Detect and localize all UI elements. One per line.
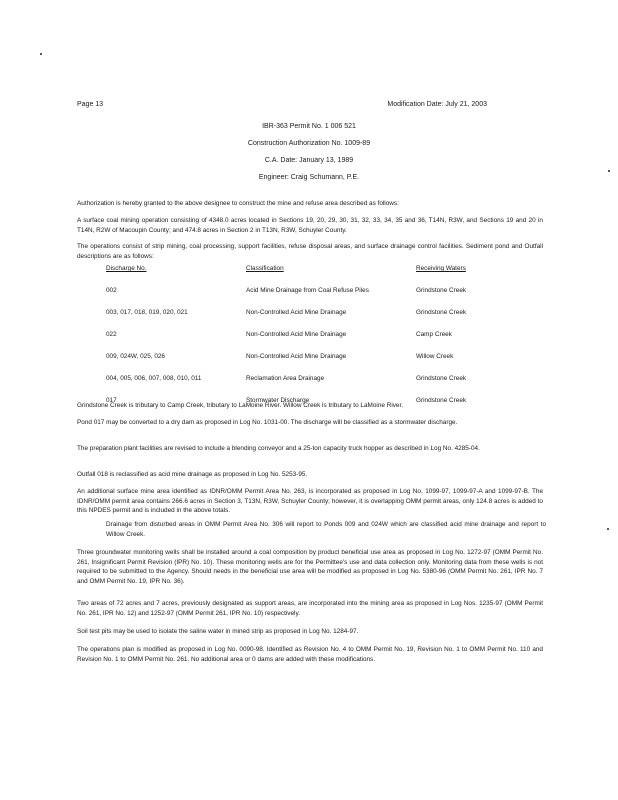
cell-receiving-waters: Willow Creek: [416, 353, 454, 360]
table-row: [106, 375, 526, 397]
cell-classification: Non-Controlled Acid Mine Drainage: [246, 331, 347, 338]
cell-classification: Stormwater Discharge: [246, 397, 310, 404]
body-paragraph: Outfall 018 is reclassified as acid mine drainage as proposed in Log No. 5253-95.: [77, 471, 308, 478]
cell-discharge-no: 009, 024W, 025, 026: [106, 353, 165, 360]
cell-discharge-no: 017: [106, 397, 117, 404]
scan-speck: [607, 528, 609, 530]
page-number: Page 13: [77, 101, 104, 108]
scan-speck: [40, 53, 42, 55]
ca-date: C.A. Date: January 13, 1989: [264, 157, 354, 164]
modification-date: Modification Date: July 21, 2003: [387, 101, 487, 108]
cell-discharge-no: 003, 017, 018, 019, 020, 021: [106, 309, 188, 316]
body-paragraph: The preparation plant facilities are revised to include a blending conveyor and a 25-ton capacity truck hopper as described in Log No. 4285-04.: [77, 445, 480, 452]
cell-receiving-waters: Grindstone Creek: [416, 287, 467, 294]
cell-classification: Reclamation Area Drainage: [246, 375, 325, 382]
cell-discharge-no: 004, 005, 006, 007, 008, 010, 011: [106, 375, 202, 382]
body-paragraph: The operations plan is modified as proposed in Log No. 0090-98. Identified as Revision No. 4 to OMM Permit No. 19, Revision No. 1 to OMM Permit No. 110 and Revision No. 1 to OMM Permit No. 261. No additional area or 0 dams are added with these modifications.: [77, 646, 543, 663]
body-paragraph: Grindstone Creek is tributary to Camp Creek, tributary to LaMoine River. Willow Creek is tributary to LaMoine River.: [77, 402, 404, 409]
operations-paragraph: The operations consist of strip mining, coal processing, support facilities, refuse disposal areas, and surface drainage control facilities. Sediment pond and Outfall descriptions are as follows:: [77, 243, 543, 260]
cell-receiving-waters: Camp Creek: [416, 331, 452, 338]
header-discharge-no: Discharge No.: [106, 265, 147, 272]
scan-speck: [608, 170, 610, 172]
cell-receiving-waters: Grindstone Creek: [416, 397, 467, 404]
header-classification: Classification: [246, 265, 284, 272]
body-paragraph: Drainage from disturbed areas in OMM Permit Area No. 306 will report to Ponds 009 and 024W which are classified acid mine drainage and report to Willow Creek.: [106, 521, 546, 538]
table-header-row: [106, 265, 526, 287]
permit-number: IBR-363 Permit No. 1 006 521: [262, 123, 356, 130]
intro-paragraph: Authorization is hereby granted to the above designee to construct the mine and refuse area described as follows:: [77, 200, 399, 207]
cell-classification: Non-Controlled Acid Mine Drainage: [246, 353, 347, 360]
discharge-table: [106, 265, 526, 419]
cell-classification: Acid Mine Drainage from Coal Refuse Piles: [246, 287, 369, 294]
cell-discharge-no: 002: [106, 287, 117, 294]
cell-receiving-waters: Grindstone Creek: [416, 375, 467, 382]
body-paragraph: Two areas of 72 acres and 7 acres, previously designated as support areas, are incorporated into the mining area as proposed in Log Nos. 1235-97 (OMM Permit No. 261, IPR No. 12) and 1252-97 (OMM Permit 261, IPR No. 10) respectively.: [77, 600, 543, 617]
description-paragraph: A surface coal mining operation consisting of 4348.0 acres located in Sections 19, 20, 29, 30, 31, 32, 33, 34, 35 and 36, T14N, R3W, and Sections 19 and 20 in T14N, R2W of Macoupin County; and 474.8 acres in Section 2 in T13N, R3W, Schuyler County.: [77, 217, 543, 234]
table-row: [106, 331, 526, 353]
table-row: [106, 287, 526, 309]
engineer: Engineer: Craig Schumann, P.E.: [258, 174, 360, 181]
table-row: [106, 353, 526, 375]
cell-classification: Non-Controlled Acid Mine Drainage: [246, 309, 347, 316]
table-row: [106, 309, 526, 331]
body-paragraph: An additional surface mine area identified as IDNR/OMM Permit Area No. 263, is incorporated as proposed in Log No. 1099-97, 1099-97-A and 1099-97-B. The IDNR/OMM permit area contains 266.6 acres in Section 3, T13N, R3W, Schuyler County; however, it is overlapping OMM permit areas, only 124.8 acres is added to this NPDES permit and is included in the above totals.: [77, 488, 543, 515]
body-paragraph: Soil test pits may be used to isolate the saline water in mined strip as proposed in Log No. 1284-97.: [77, 628, 359, 635]
cell-receiving-waters: Grindstone Creek: [416, 309, 467, 316]
header-receiving-waters: Receiving Waters: [416, 265, 466, 272]
body-paragraph: Three groundwater monitoring wells shall be installed around a coal composition by product beneficial use area as proposed in Log No. 1272-97 (OMM Permit No. 261, Insignificant Permit Revision (IPR) No. 10). These monitoring wells are for the Permittee's use and data collection only. Monitoring data from these wells is not required to be submitted to the Agency. Should needs in the beneficial use area will be modified as proposed in Log No. 5380-96 (OMM Permit No. 261, IPR No. 7 and OMM Permit No. 19, IPR No. 36).: [77, 549, 543, 585]
body-paragraph: Pond 017 may be converted to a dry dam as proposed in Log No. 1031-00. The discharge will be classified as a stormwater discharge.: [77, 419, 458, 426]
cell-discharge-no: 022: [106, 331, 117, 338]
construction-authorization: Construction Authorization No. 1009-89: [247, 140, 371, 147]
